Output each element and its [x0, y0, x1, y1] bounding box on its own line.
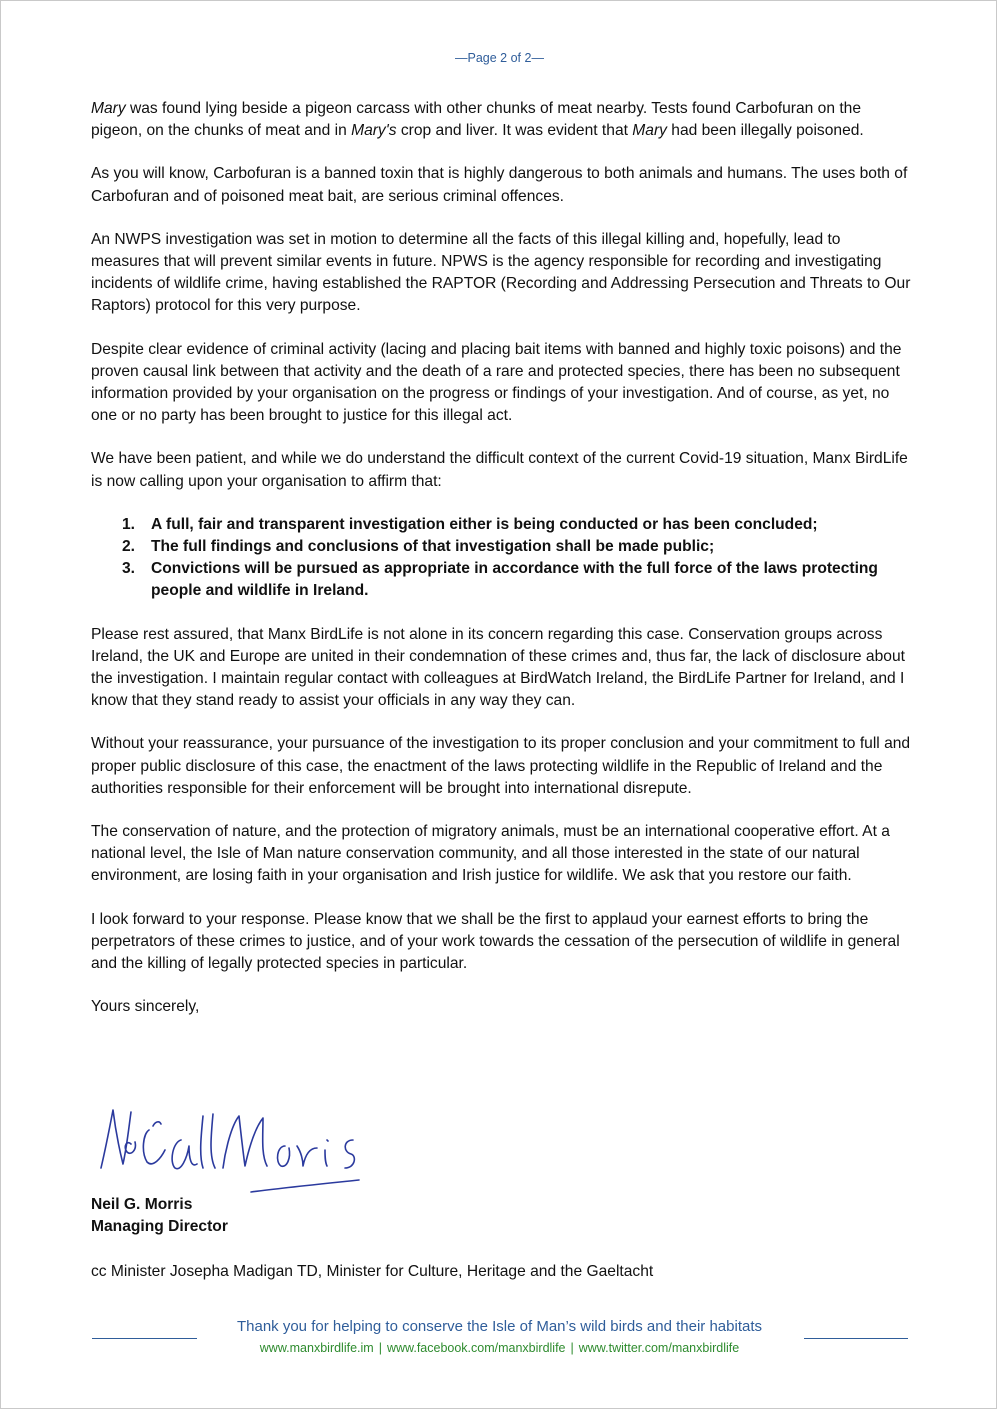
demand-text: Convictions will be pursued as appropriate in accordance with the full force of the laws protecting people and wildlife in Ireland. [151, 560, 878, 600]
paragraph-1-text-c: had been illegally poisoned. [666, 122, 864, 140]
handwritten-signature [91, 1096, 371, 1196]
website-link[interactable]: www.manxbirdlife.im [259, 1341, 374, 1355]
demand-item [91, 514, 911, 536]
paragraph-1 [91, 98, 911, 142]
demand-item [91, 558, 911, 602]
paragraph-5: We have been patient, and while we do understand the difficult context of the current Covid-19 situation, Manx BirdLife is now calling upon your organisation to affirm that: [91, 450, 908, 490]
demand-number: 3. [122, 560, 136, 578]
demand-item [91, 536, 911, 558]
link-separator: | [570, 1341, 574, 1355]
signer-title: Managing Director [91, 1218, 228, 1236]
footer-tagline: Thank you for helping to conserve the Isle of Man’s wild birds and their habitats [236, 1318, 762, 1335]
cc-line: cc Minister Josepha Madigan TD, Minister for Culture, Heritage and the Gaeltacht [91, 1263, 654, 1280]
demand-number: 2. [122, 538, 136, 556]
letter-body [91, 98, 911, 1040]
demand-number: 1. [122, 515, 136, 533]
name-mary-2: Mary [632, 122, 667, 140]
paragraph-1-text-a: was found lying beside a pigeon carcass with other chunks of meat nearby. Tests found Carbofuran on the pigeon, on the chunks of meat and in [91, 100, 862, 140]
demand-text: A full, fair and transparent investigation either is being conducted or has been concluded; [151, 515, 818, 533]
footer-rule-left [92, 1338, 197, 1339]
name-marys: Mary's [351, 122, 397, 140]
demand-text: The full findings and conclusions of that investigation shall be made public; [151, 538, 715, 556]
twitter-link[interactable]: www.twitter.com/manxbirdlife [578, 1341, 740, 1355]
paragraph-6: Please rest assured, that Manx BirdLife is not alone in its concern regarding this case. Conservation groups across Ireland, the UK and Europe are united in their condemnation of these crimes and, thus far, the lack of disclosure about the investigation. I maintain regular contact with colleagues at BirdWatch Ireland, the BirdLife Partner for Ireland, and I know that they stand ready to assist your officials in any way they can. [91, 625, 905, 710]
paragraph-2: As you will know, Carbofuran is a banned toxin that is highly dangerous to both animals and humans. The uses both of Carbofuran and of poisoned meat bait, are serious criminal offences. [91, 165, 908, 205]
link-separator: | [378, 1341, 382, 1355]
facebook-link[interactable]: www.facebook.com/manxbirdlife [386, 1341, 566, 1355]
signer-block [91, 1194, 228, 1238]
demands-list [91, 514, 911, 603]
paragraph-1-text-b: crop and liver. It was evident that [396, 122, 633, 140]
paragraph-7: Without your reassurance, your pursuance of the investigation to its proper conclusion and your commitment to full and proper public disclosure of this case, the enactment of the laws protecting wildlife in the Republic of Ireland and the authorities responsible for their enforcement will be brought into international disrepute. [91, 735, 911, 797]
page-number: —Page 2 of 2— [455, 51, 544, 65]
footer-links [1, 1341, 997, 1355]
footer-rule-right [804, 1338, 908, 1339]
signer-name: Neil G. Morris [91, 1196, 193, 1213]
paragraph-3: An NWPS investigation was set in motion to determine all the facts of this illegal killing and, hopefully, lead to measures that will prevent similar events in future. NPWS is the agency responsible for recording and investigating incidents of wildlife crime, having established the RAPTOR (Recording and Addressing Persecution and Threats to Our Raptors) protocol for this very purpose. [91, 230, 911, 315]
paragraph-4: Despite clear evidence of criminal activity (lacing and placing bait items with banned and highly toxic poisons) and the proven causal link between that activity and the death of a rare and protected species, there has been no subsequent information provided by your organisation on the progress or findings of your investigation. And of course, as yet, no one or no party has been brought to justice for this illegal act. [91, 340, 902, 425]
paragraph-9: I look forward to your response. Please know that we shall be the first to applaud your earnest efforts to bring the perpetrators of these crimes to justice, and of your work towards the cessation of the persecution of wildlife in general and the killing of legally protected species in particular. [91, 910, 900, 973]
name-mary: Mary [91, 100, 126, 117]
closing-salutation: Yours sincerely, [91, 998, 200, 1016]
paragraph-8: The conservation of nature, and the protection of migratory animals, must be an international cooperative effort. At a national level, the Isle of Man nature conservation community, and all those interested in the state of our natural environment, are losing faith in your organisation and Irish justice for wildlife. We ask that you restore our faith. [91, 823, 890, 885]
